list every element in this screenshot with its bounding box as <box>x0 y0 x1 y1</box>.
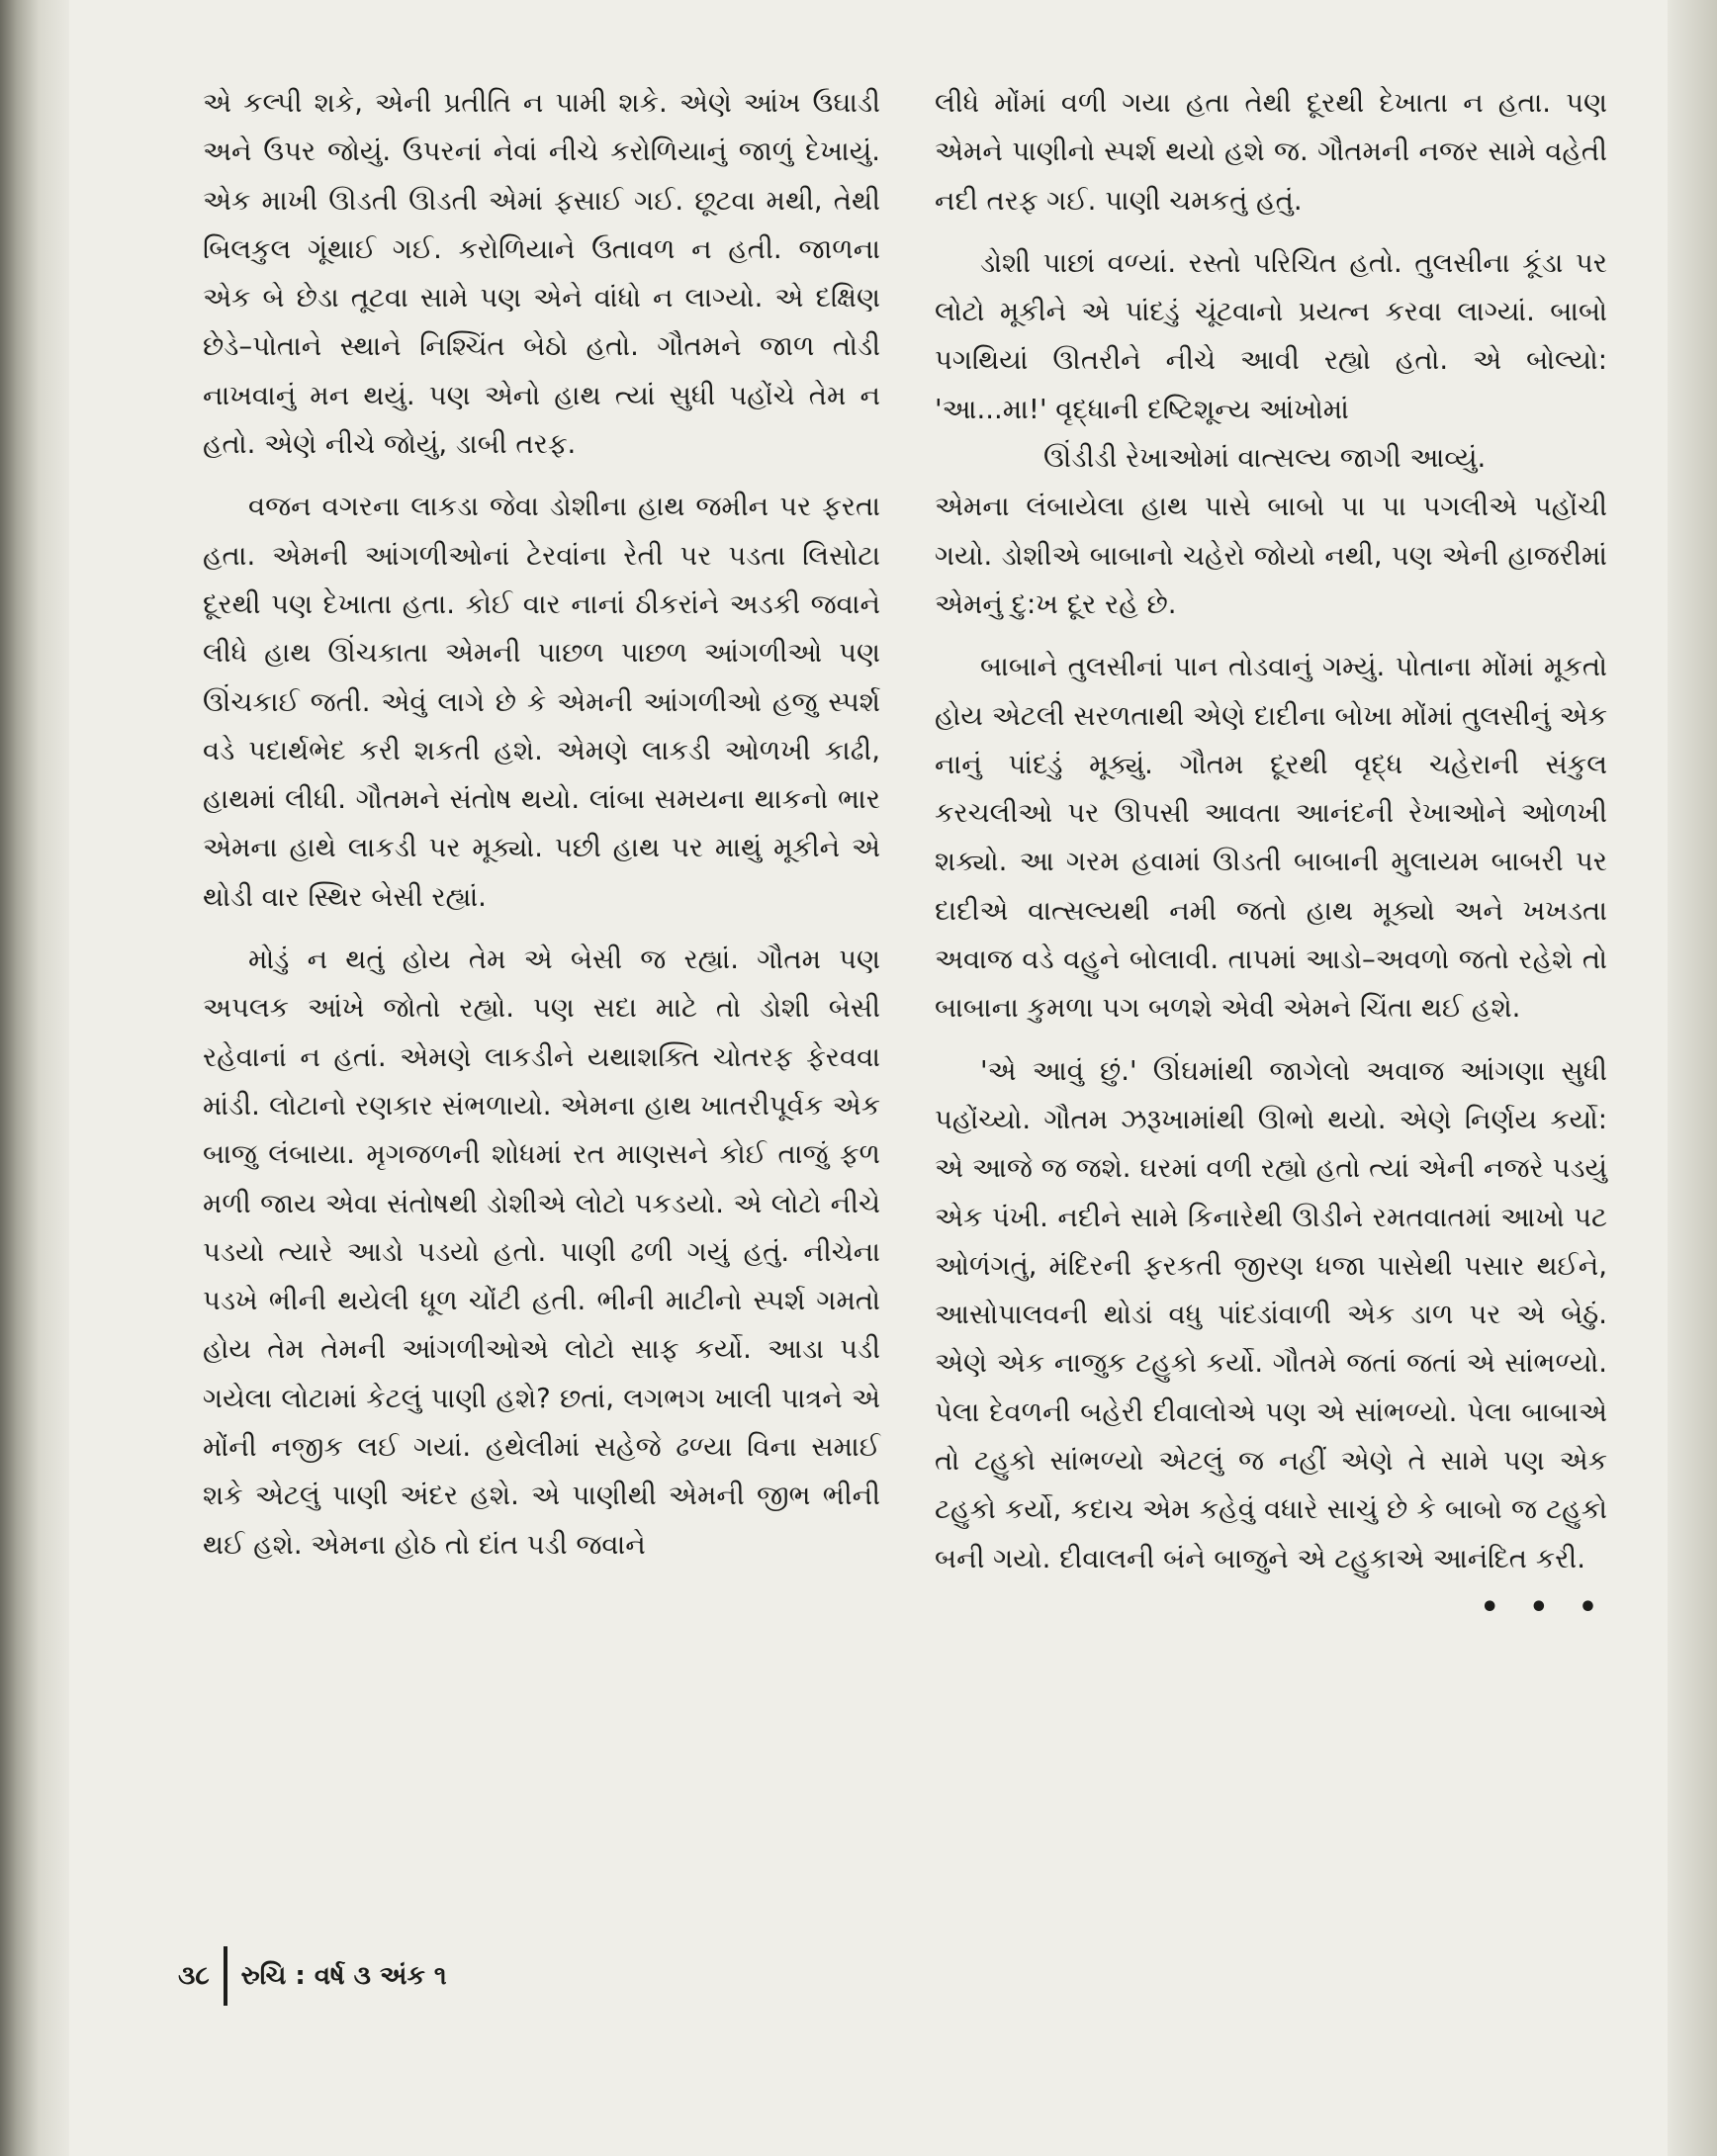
paragraph <box>935 1047 1607 1625</box>
right-column <box>935 79 1607 1632</box>
paragraph: એ કલ્પી શકે, એની પ્રતીતિ ન પામી શકે. એણે આંખ ઉઘાડી અને ઉપર જોયું. ઉપરનાં નેવાં નીચે કરોળિયાનું જાળું દેખાયું. એક માખી ઊડતી ઊડતી એમાં ફસાઈ ગઈ. છૂટવા મથી, તેથી બિલકુલ ગૂંથાઈ ગઈ. કરોળિયાને ઉતાવળ ન હતી. જાળના એક બે છેડા તૂટવા સામે પણ એને વાંધો ન લાગ્યો. એ દક્ષિણ છેડે–પોતાને સ્થાને નિશ્ચિંત બેઠો હતો. ગૌતમને જાળ તોડી નાખવાનું મન થયું. પણ એનો હાથ ત્યાં સુધી પહોંચે તેમ ન હતો. એણે નીચે જોયું, ડાબી તરફ. <box>203 87 880 461</box>
paragraph: ડોશી પાછાં વળ્યાં. રસ્તો પરિચિત હતો. તુલસીના કૂંડા પર લોટો મૂકીને એ પાંદડું ચૂંટવાનો પ્રયત્ન કરવા લાગ્યાં. બાબો પગથિયાં ઊતરીને નીચે આવી રહ્યો હતો. એ બોલ્યો: 'આ...મા!' વૃદ્ધાની દષ્ટિશૂન્ય આંખોમાં <box>935 246 1607 425</box>
paragraph: લીધે મોંમાં વળી ગયા હતા તેથી દૂરથી દેખાતા ન હતા. પણ એમને પાણીનો સ્પર્શ થયો હશે જ. ગૌતમની નજર સામે વહેતી નદી તરફ ગઈ. પાણી ચમકતું હતું. <box>935 87 1607 217</box>
paragraph: વજન વગરના લાકડા જેવા ડોશીના હાથ જમીન પર ફરતા હતા. એમની આંગળીઓનાં ટેરવાંના રેતી પર પડતા લિસોટા દૂરથી પણ દેખાતા હતા. કોઈ વાર નાનાં ઠીકરાંને અડકી જવાને લીધે હાથ ઊંચકાતા એમની પાછળ પાછળ આંગળીઓ પણ ઊંચકાઈ જતી. એવું લાગે છે કે એમની આંગળીઓ હજુ સ્પર્શ વડે પદાર્થભેદ કરી શકતી હશે. એમણે લાકડી ઓળખી કાઢી, હાથમાં લીધી. ગૌતમને સંતોષ થયો. લાંબા સમયના થાકનો ભાર એમના હાથે લાકડી પર મૂક્યો. પછી હાથ પર માથું મૂકીને એ થોડી વાર સ્થિર બેસી રહ્યાં. <box>203 491 880 913</box>
page-right-shadow <box>1668 0 1717 2156</box>
paragraph: મોડું ન થતું હોય તેમ એ બેસી જ રહ્યાં. ગૌતમ પણ અપલક આંખે જોતો રહ્યો. પણ સદા માટે તો ડોશી બેસી રહેવાનાં ન હતાં. એમણે લાકડીને યથાશક્તિ ચોતરફ ફેરવવા માંડી. લોટાનો રણકાર સંભળાયો. એમના હાથ ખાતરીપૂર્વક એક બાજુ લંબાયા. મૃગજળની શોધમાં રત માણસને કોઈ તાજું ફળ મળી જાય એવા સંતોષથી ડોશીએ લોટો પકડયો. એ લોટો નીચે પડયો ત્યારે આડો પડયો હતો. પાણી ઢળી ગયું હતું. નીચેના પડખે ભીની થયેલી ધૂળ ચોંટી હતી. ભીની માટીનો સ્પર્શ ગમતો હોય તેમ તેમની આંગળીઓએ લોટો સાફ કર્યો. આડા પડી ગયેલા લોટામાં કેટલું પાણી હશે? છતાં, લગભગ ખાલી પાત્રને એ મોંની નજીક લઈ ગયાં. હથેલીમાં સહેજે ઢળ્યા વિના સમાઈ શકે એટલું પાણી અંદર હશે. એ પાણીથી એમની જીભ ભીની થઈ હશે. એમના હોઠ તો દાંત પડી જવાને <box>203 943 880 1561</box>
page-number: ૩૮ <box>178 1960 210 1991</box>
paragraph: એમના લંબાયેલા હાથ પાસે બાબો પા પા પગલીએ પહોંચી ગયો. ડોશીએ બાબાનો ચહેરો જોયો નથી, પણ એની હાજરીમાં એમનું દુ:ખ દૂર રહે છે. <box>935 491 1607 620</box>
page-footer <box>178 1946 447 2006</box>
page-binding-shadow <box>0 0 69 2156</box>
left-column <box>203 79 880 1570</box>
paragraph: બાબાને તુલસીનાં પાન તોડવાનું ગમ્યું. પોતાના મોંમાં મૂકતો હોય એટલી સરળતાથી એણે દાદીના બોખા મોંમાં તુલસીનું એક નાનું પાંદડું મૂક્યું. ગૌતમ દૂરથી વૃદ્ધ ચહેરાની સંકુલ કરચલીઓ પર ઊપસી આવતા આનંદની રેખાઓને ઓળખી શક્યો. આ ગરમ હવામાં ઊડતી બાબાની મુલાયમ બાબરી પર દાદીએ વાત્સલ્યથી નમી જતો હાથ મૂક્યો અને ખખડતા અવાજ વડે વહુને બોલાવી. તાપમાં આડો–અવળો જતો રહેશે તો બાબાના કુમળા પગ બળશે એવી એમને ચિંતા થઈ હશે. <box>935 651 1607 1025</box>
paragraph-text: 'એ આવું છું.' ઊંઘમાંથી જાગેલો અવાજ આંગણા સુધી પહોંચ્યો. ગૌતમ ઝરૂખામાંથી ઊભો થયો. એણે નિર્ણય કર્યો: એ આજે જ જશે. ઘરમાં વળી રહ્યો હતો ત્યાં એની નજરે પડયું એક પંખી. નદીને સામે કિનારેથી ઊડીને રમતવાતમાં આખો પટ ઓળંગતું, મંદિરની ફરકતી જીરણ ધજા પાસેથી પસાર થઈને, આસોપાલવની થોડાં વધુ પાંદડાંવાળી એક ડાળ પર એ બેઠું. એણે એક નાજુક ટહુકો કર્યો. ગૌતમે જતાં જતાં એ સાંભળ્યો. પેલા દેવળની બહેરી દીવાલોએ પણ એ સાંભળ્યો. પેલા બાબાએ તો ટહુકો સાંભળ્યો એટલું જ નહીં એણે તે સામે પણ એક ટહુકો કર્યો, કદાચ એમ કહેવું વધારે સાચું છે કે બાબો જ ટહુકો બની ગયો. દીવાલની બંને બાજુને એ ટહુકાએ આનંદિત કરી. <box>935 1054 1607 1574</box>
end-mark: • • • <box>1480 1589 1607 1625</box>
footer-divider <box>224 1946 227 2006</box>
indented-line: ઊંડીડી રેખાઓમાં વાત્સલ્ય જાગી આવ્યું. <box>1043 442 1487 475</box>
journal-issue: રુચિ : વર્ષ ૩ અંક ૧ <box>240 1960 447 1991</box>
